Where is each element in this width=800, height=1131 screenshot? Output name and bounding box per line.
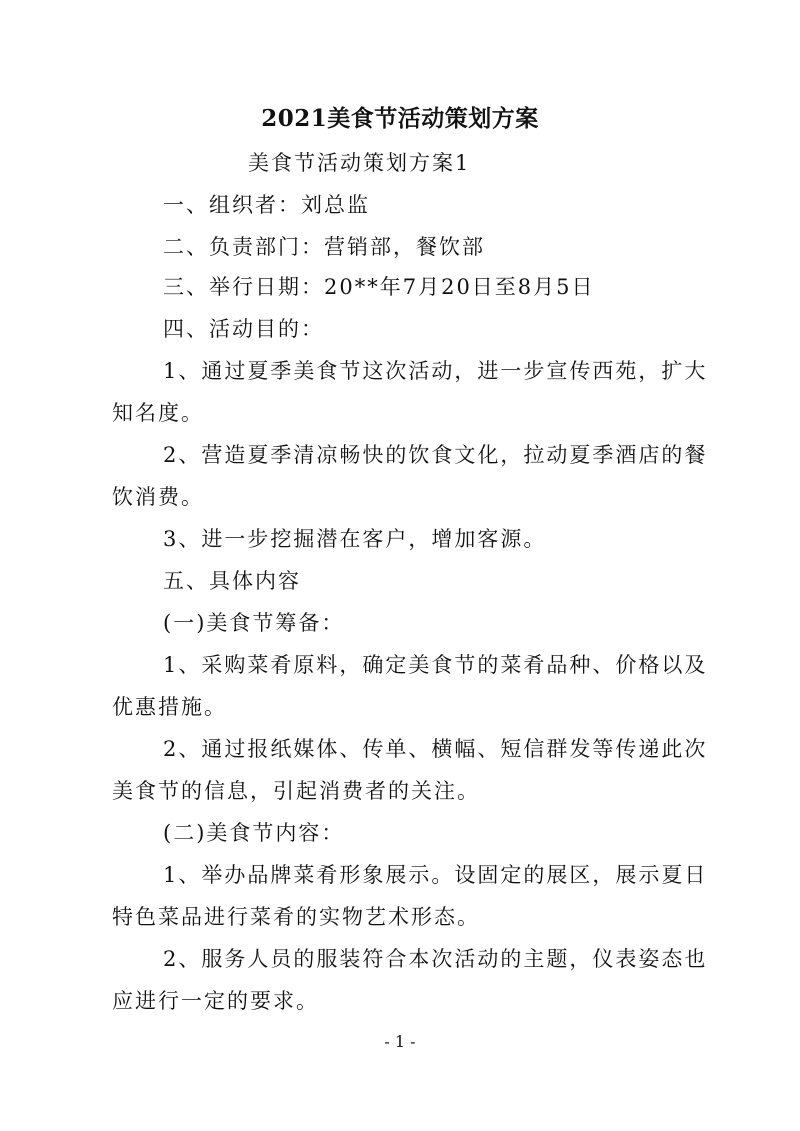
paragraph-purpose-2-cont: 饮消费。: [112, 485, 204, 509]
paragraph-organizer: 一、组织者：刘总监: [163, 193, 370, 217]
document-subtitle: 美食节活动策划方案1: [248, 151, 471, 175]
paragraph-content-1-cont: 特色菜品进行菜肴的实物艺术形态。: [112, 905, 480, 929]
paragraph-date: 三、举行日期：20**年7月20日至8月5日: [163, 275, 595, 299]
paragraph-purpose-2: 2、营造夏季清凉畅快的饮食文化，拉动夏季酒店的餐: [163, 443, 708, 467]
document-title: 2021美食节活动策划方案: [261, 105, 539, 132]
paragraph-department: 二、负责部门：营销部，餐饮部: [163, 235, 485, 259]
paragraph-purpose-1: 1、通过夏季美食节这次活动，进一步宣传西苑，扩大: [163, 359, 708, 383]
paragraph-content-2-cont: 应进行一定的要求。: [112, 989, 319, 1013]
page-number: - 1 -: [384, 1032, 416, 1051]
paragraph-content-1: 1、举办品牌菜肴形象展示。设固定的展区，展示夏日: [163, 863, 708, 887]
paragraph-preparation-2: 2、通过报纸媒体、传单、横幅、短信群发等传递此次: [163, 737, 708, 761]
paragraph-preparation-1-cont: 优惠措施。: [112, 695, 227, 719]
paragraph-content-2: 2、服务人员的服装符合本次活动的主题，仪表姿态也: [163, 947, 708, 971]
heading-festival-content: (二)美食节内容：: [163, 821, 345, 845]
paragraph-preparation-1: 1、采购菜肴原料，确定美食节的菜肴品种、价格以及: [163, 653, 708, 677]
paragraph-purpose-1-cont: 知名度。: [112, 401, 204, 425]
paragraph-purpose-3: 3、进一步挖掘潜在客户，增加客源。: [163, 527, 547, 551]
heading-purpose: 四、活动目的：: [163, 317, 324, 341]
heading-preparation: (一)美食节筹备：: [163, 611, 345, 635]
heading-content: 五、具体内容: [163, 569, 301, 593]
paragraph-preparation-2-cont: 美食节的信息，引起消费者的关注。: [112, 779, 480, 803]
